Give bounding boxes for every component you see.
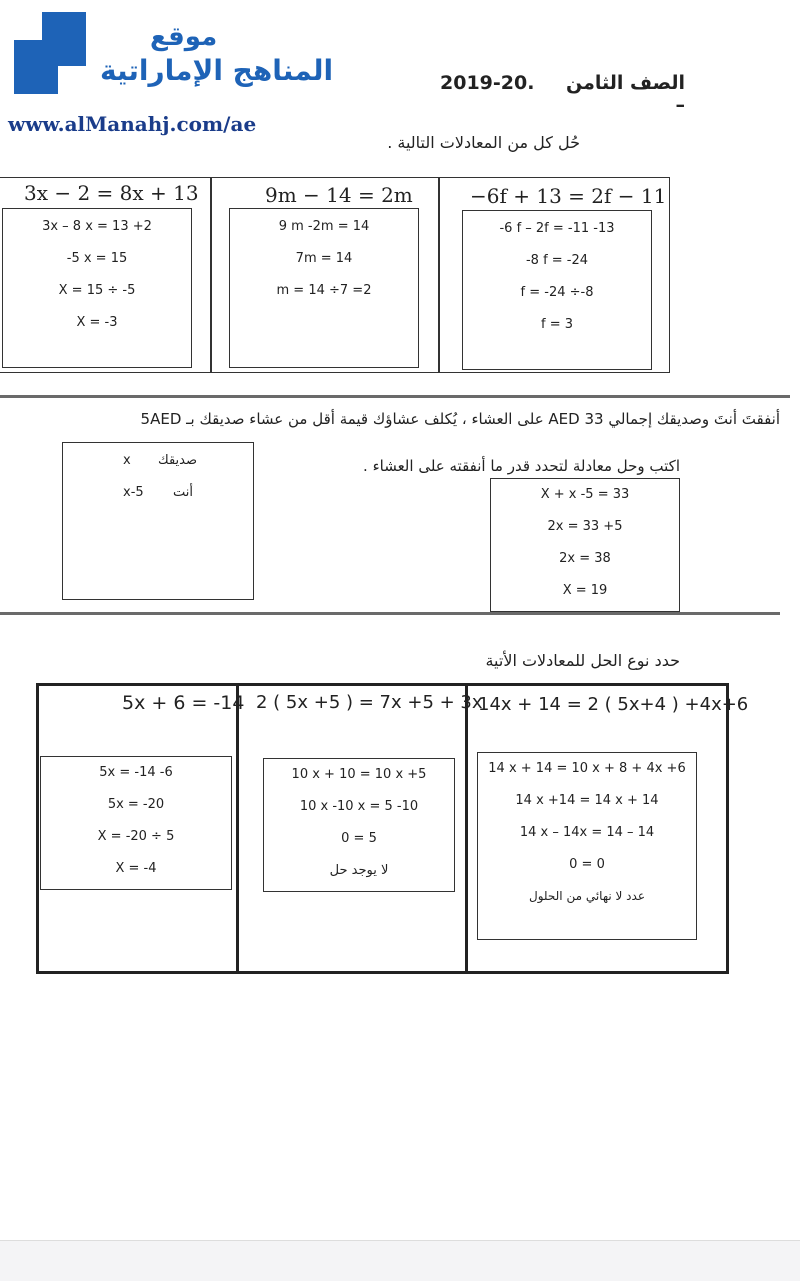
step: X = -3	[76, 315, 118, 330]
step: 14 x – 14x = 14 – 14	[519, 825, 655, 840]
divider	[0, 395, 790, 398]
step: 7m = 14	[295, 251, 353, 266]
step: -5 x = 15	[66, 251, 128, 266]
year-label: 2019-20.	[440, 72, 535, 94]
word-problem: أنفقتَ أنتَ وصديقك إجمالي 33 AED على العشاء ، يُكلف عشاؤك قيمة أقل من عشاء صديقك بـ 5AED	[140, 410, 780, 428]
site-logo	[14, 12, 86, 94]
step: لا يوجد حل	[329, 863, 389, 878]
step: X = -4	[115, 861, 157, 876]
solution-box	[2, 208, 192, 368]
bottom-bar	[0, 1240, 800, 1281]
step: 0 = 0	[569, 857, 605, 872]
step: f = -24 ÷-8	[520, 285, 594, 300]
step: X = 15 ÷ -5	[58, 283, 136, 298]
step: -8 f = -24	[525, 253, 589, 268]
step: -6 f – 2f = -11 -13	[499, 221, 615, 236]
step: m = 14 ÷7 =2	[276, 283, 372, 298]
step: X = 19	[562, 583, 608, 598]
solution-box	[490, 478, 680, 612]
step: X + x -5 = 33	[540, 487, 630, 502]
variable-label: أنت	[173, 485, 193, 500]
equation-title: 9m − 14 = 2m	[265, 183, 413, 207]
variable-label: صديقك	[158, 453, 198, 468]
variables-table	[62, 442, 254, 600]
variable-value: x	[123, 453, 131, 468]
solution-box	[477, 752, 697, 940]
step: 2x = 38	[559, 551, 611, 566]
step: عدد لا نهائي من الحلول	[529, 889, 645, 903]
site-url[interactable]: www.alManahj.com/ae	[8, 112, 257, 136]
word-problem-task: اكتب وحل معادلة لتحدد قدر ما أنفقته على العشاء .	[363, 457, 680, 475]
step: 5x = -14 -6	[99, 765, 173, 780]
step: 5x = -20	[107, 797, 165, 812]
equation-title: 5x + 6 = -14	[122, 692, 245, 714]
brand-line2: المناهج الإماراتية	[100, 54, 334, 87]
step: f = 3	[540, 317, 573, 332]
equation-title: 2 ( 5x +5 ) = 7x +5 + 3x	[256, 692, 483, 713]
step: 3x – 8 x = 13 +2	[42, 219, 152, 234]
grade-label: الصف الثامن –	[565, 72, 685, 116]
step: 10 x + 10 = 10 x +5	[291, 767, 427, 782]
step: X = -20 ÷ 5	[97, 829, 175, 844]
solution-box	[263, 758, 455, 892]
section3-instruction: حدد نوع الحل للمعادلات الأتية	[485, 651, 680, 670]
equation-title: 3x − 2 = 8x + 13	[24, 181, 199, 205]
section1-instruction: حُل كل من المعادلات التالية .	[387, 133, 580, 152]
variable-value: x-5	[123, 485, 144, 500]
brand-line1: موقع	[150, 22, 218, 52]
solution-box	[462, 210, 652, 370]
step: 2x = 33 +5	[547, 519, 623, 534]
solution-box	[229, 208, 419, 368]
divider	[0, 612, 780, 615]
step: 14 x +14 = 14 x + 14	[515, 793, 659, 808]
step: 10 x -10 x = 5 -10	[299, 799, 419, 814]
equation-title: 14x + 14 = 2 ( 5x+4 ) +4x+6	[478, 694, 749, 715]
step: 9 m -2m = 14	[278, 219, 370, 234]
solution-box	[40, 756, 232, 890]
equation-title: −6f + 13 = 2f − 11	[470, 184, 667, 208]
step: 0 = 5	[341, 831, 377, 846]
step: 14 x + 14 = 10 x + 8 + 4x +6	[488, 761, 686, 776]
